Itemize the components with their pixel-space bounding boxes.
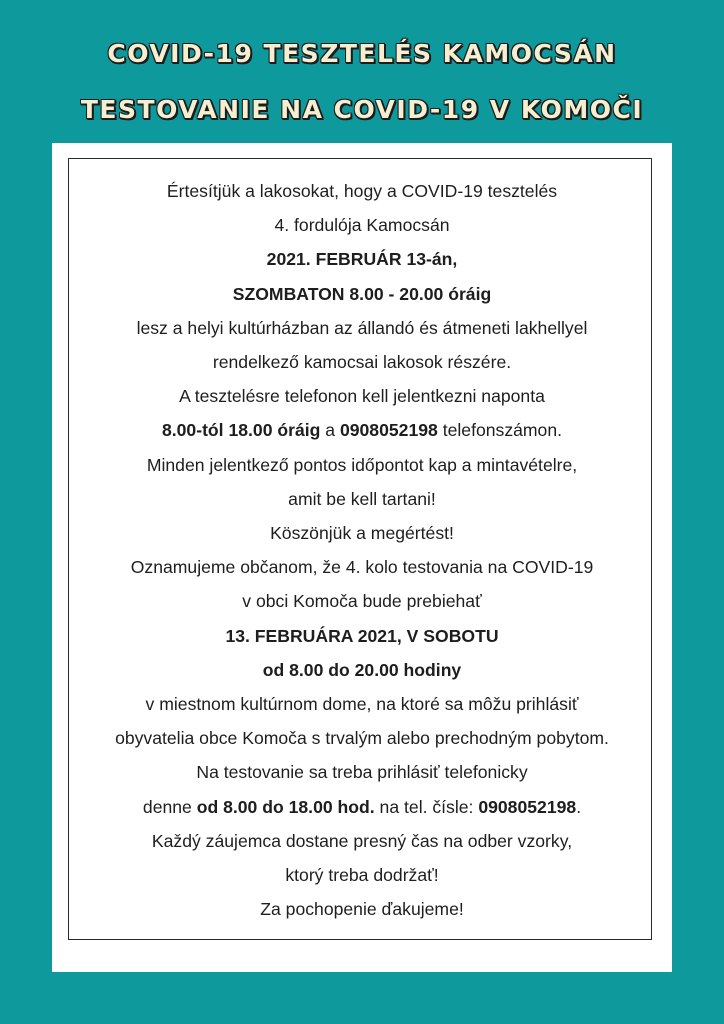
hu-phone-number: 0908052198 xyxy=(339,420,438,441)
hu-round-line: 4. fordulója Kamocsán xyxy=(274,215,450,236)
hu-phone-suffix: telefonszámon. xyxy=(437,420,563,441)
sk-date: 13. FEBRUÁRA 2021, V SOBOTU xyxy=(225,625,499,646)
hu-registration-line: A tesztelésre telefonon kell jelentkezni naponta xyxy=(179,386,545,407)
sk-suffix: . xyxy=(576,796,582,817)
sk-thanks: Za pochopenie ďakujeme! xyxy=(260,899,464,920)
sk-time: od 8.00 do 20.00 hodiny xyxy=(262,659,462,680)
hu-registration-hours: 8.00-tól 18.00 óráig xyxy=(161,420,321,441)
hu-location-line: lesz a helyi kultúrházban az állandó és átmeneti lakhellyel xyxy=(136,317,588,338)
sk-registration-line: Na testovanie sa treba prihlásiť telefonicky xyxy=(196,762,528,783)
hu-phone-line xyxy=(60,413,664,447)
sk-registration-hours: od 8.00 do 18.00 hod. xyxy=(196,796,375,817)
hu-residents-line: rendelkező kamocsai lakosok részére. xyxy=(212,352,512,373)
sk-intro-line: Oznamujeme občanom, že 4. kolo testovania na COVID-19 xyxy=(130,557,594,578)
sk-appointment-line: Každý záujemca dostane presný čas na odber vzorky, xyxy=(151,830,573,851)
hu-day-time: SZOMBATON 8.00 - 20.00 óráig xyxy=(232,283,492,304)
sk-phone-number: 0908052198 xyxy=(478,796,577,817)
sk-village-line: v obci Komoča bude prebiehať xyxy=(242,591,482,612)
notice-text xyxy=(60,174,664,926)
hu-keep-line: amit be kell tartani! xyxy=(288,488,436,509)
hu-intro-line: Értesítjük a lakosokat, hogy a COVID-19 tesztelés xyxy=(166,181,558,201)
sk-phone-line xyxy=(60,790,664,824)
hu-joiner: a xyxy=(320,420,340,441)
hu-thanks: Köszönjük a megértést! xyxy=(270,523,454,544)
sk-keep-line: ktorý treba dodržať! xyxy=(285,865,439,886)
sk-residents-line: obyvatelia obce Komoča s trvalým alebo prechodným pobytom. xyxy=(115,728,609,749)
title-slovak: TESTOVANIE NA COVID-19 V KOMOČI xyxy=(80,95,644,124)
header xyxy=(0,26,724,138)
sk-location-line: v miestnom kultúrnom dome, na ktoré sa môžu prihlásiť xyxy=(145,694,579,715)
title-hungarian: COVID-19 TESZTELÉS KAMOCSÁN xyxy=(107,39,617,68)
hu-appointment-line: Minden jelentkező pontos időpontot kap a mintavételre, xyxy=(146,454,578,475)
hu-date: 2021. FEBRUÁR 13-án, xyxy=(266,249,458,270)
sk-middle: na tel. čísle: xyxy=(374,796,479,817)
sk-prefix: denne xyxy=(142,796,197,817)
